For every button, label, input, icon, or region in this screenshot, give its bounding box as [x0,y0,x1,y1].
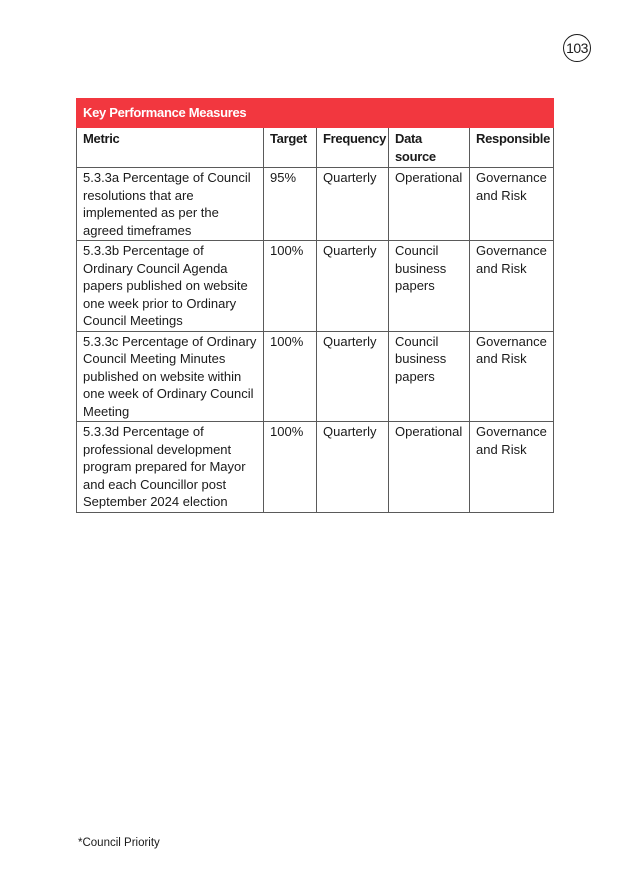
kpi-table [76,98,554,513]
cell-data-source: Operational [389,422,470,513]
cell-data-source: Council business papers [389,331,470,422]
cell-frequency: Quarterly [317,331,389,422]
table-banner-row [77,99,554,128]
table-banner: Key Performance Measures [77,99,554,128]
table-header-row [77,128,554,168]
header-metric: Metric [77,128,264,168]
header-frequency: Frequency [317,128,389,168]
cell-responsible: Governance and Risk [470,168,554,241]
table-row [77,241,554,332]
cell-metric: 5.3.3a Percentage of Council resolutions that are implemented as per the agreed timeframes [77,168,264,241]
header-target: Target [264,128,317,168]
table-row [77,331,554,422]
cell-responsible: Governance and Risk [470,331,554,422]
header-responsible: Responsible [470,128,554,168]
cell-data-source: Council business papers [389,241,470,332]
cell-data-source: Operational [389,168,470,241]
cell-target: 100% [264,331,317,422]
cell-target: 100% [264,241,317,332]
header-data-source: Data source [389,128,470,168]
cell-responsible: Governance and Risk [470,422,554,513]
cell-metric: 5.3.3b Percentage of Ordinary Council Agenda papers published on website one week prior to Ordinary Council Meetings [77,241,264,332]
cell-target: 100% [264,422,317,513]
cell-frequency: Quarterly [317,241,389,332]
cell-responsible: Governance and Risk [470,241,554,332]
page-number: 103 [563,34,591,62]
table-row [77,422,554,513]
cell-metric: 5.3.3d Percentage of professional development program prepared for Mayor and each Councillor post September 2024 election [77,422,264,513]
cell-target: 95% [264,168,317,241]
footnote: *Council Priority [78,837,160,849]
cell-frequency: Quarterly [317,422,389,513]
cell-frequency: Quarterly [317,168,389,241]
cell-metric: 5.3.3c Percentage of Ordinary Council Meeting Minutes published on website within one week of Ordinary Council Meeting [77,331,264,422]
table-row [77,168,554,241]
